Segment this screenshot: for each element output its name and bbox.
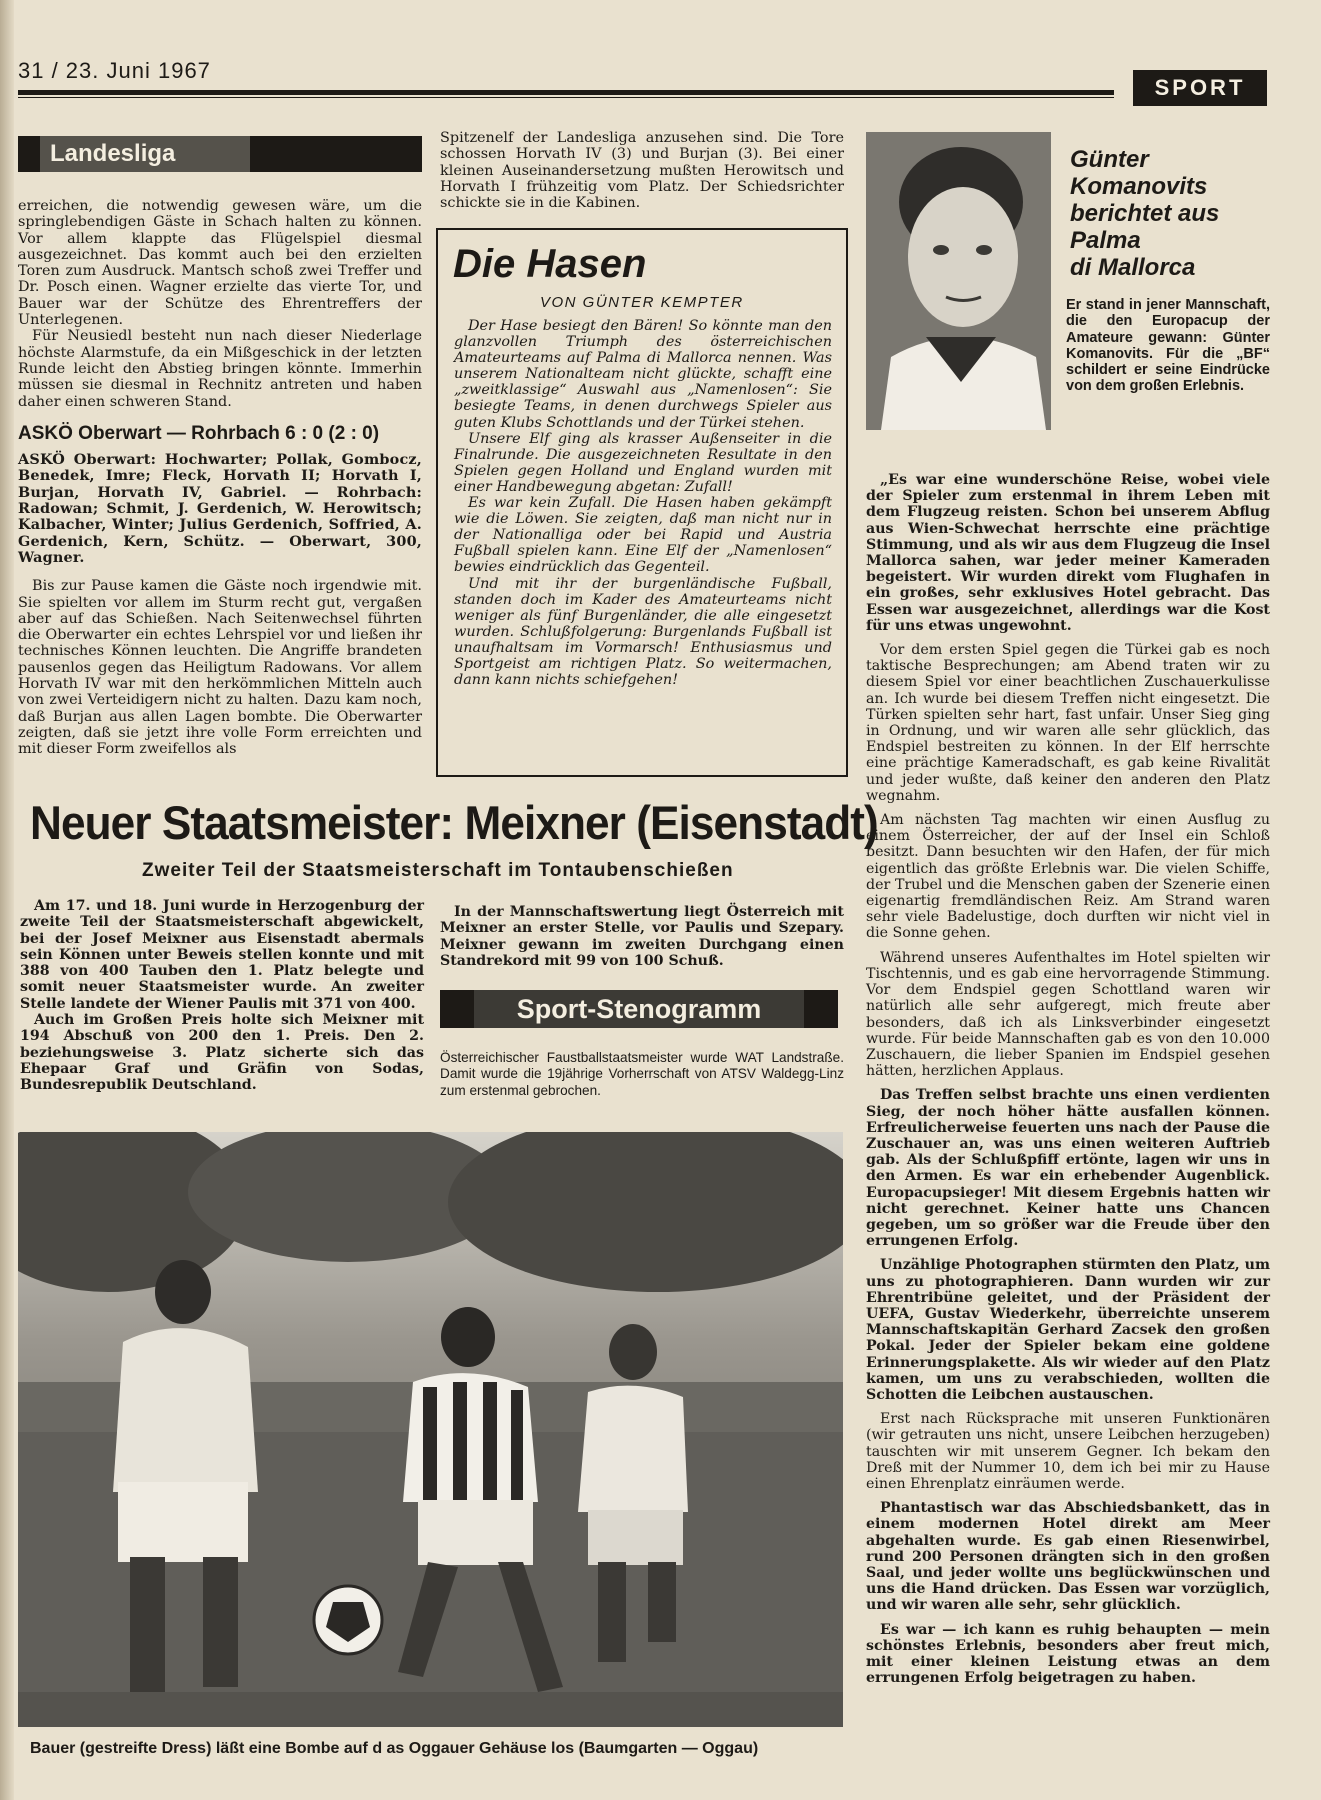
report-paragraph: Es war — ich kann es ruhig behaupten — mein schönstes Erlebnis, besonders aber freut mich, mit einer kleinen Leistung etwas an dem errungenen Erfolg beigetragen zu haben.	[866, 1621, 1270, 1687]
subheadline: Zweiter Teil der Staatsmeisterschaft im Tontaubenschießen	[142, 860, 734, 881]
report-paragraph: „Es war eine wunderschöne Reise, wobei viele der Spieler zum erstenmal in ihrem Leben mit dem Flugzeug reisten. Schon bei unserem Abflug aus Wien-Schwechat herrschte eine prächtige Stimmung, und als wir aus dem Flugzeug die Insel Mallorca sahen, war jeder meiner Kameraden begeistert. Wir wurden direkt vom Flughafen in ein großes, sehr exklusives Hotel gebracht. Das Essen war ausgezeichnet, allerdings war die Kost für uns etwas ungewohnt.	[866, 472, 1270, 634]
middle-column-continuation: Spitzenelf der Landesliga anzusehen sind. Die Tore schossen Horvath IV (3) und Burjan (3). Bei einer kleinen Auseinandersetzung mußten Herowitsch und Horvath I frühzeitig vom Platz. Der Schiedsrichter schickte sie in die Kabinen.	[440, 130, 844, 212]
headline-staatsmeister: Neuer Staatsmeister: Meixner (Eisenstadt)	[30, 796, 878, 849]
match-heading: ASKÖ Oberwart — Rohrbach 6 : 0 (2 : 0)	[18, 422, 380, 444]
report-paragraph: Unzählige Photographen stürmten den Platz, um uns zu photographieren. Dann wurden wir zur Ehrentribüne geleitet, und der Präsident der UEFA, Gustav Wiederkehr, überreichte unserem Mannschaftskapitän Gerhard Zacsek den großen Pokal. Jeder der Spieler bekam eine goldene Erinnerungsplakette. Als wir wieder auf den Platz kamen, um uns zu verabschieden, wollten die Schotten die Leibchen austauschen.	[866, 1257, 1270, 1403]
section-label: SPORT	[1133, 70, 1267, 106]
kicker-landesliga: Landesliga	[40, 136, 250, 172]
staats-right	[440, 904, 844, 969]
title-line: Komanovits	[1070, 173, 1208, 200]
report-paragraph: Während unseres Aufenthaltes im Hotel spielten wir Tischtennis, und es gab eine hervorragende Stimmung. Vor dem Endspiel gegen Schottland waren wir natürlich alle sehr aufgeregt, mich freute aber besonders, daß ich als Linksverbinder eingesetzt wurde. Für beide Mannschaften gab es von den 10.000 Zuschauern, die lieber Spanien im Endspiel gesehen hätten, herzlichen Applaus.	[866, 949, 1270, 1080]
commentary-paragraph: Und mit ihr der burgenländische Fußball, standen doch im Kader des Amateurteams nicht weniger als fünf Burgenländer, die alle eingesetzt wurden. Schlußfolgerung: Burgenlands Fußball ist unaufhaltsam im Vormarsch! Enthusiasmus und Sportgeist am richtigen Platz. So weitermachen, dann kann nichts schiefgehen!	[454, 575, 832, 689]
portrait-photo	[866, 132, 1051, 430]
commentary-title: Die Hasen	[453, 242, 647, 286]
article-paragraph: Bis zur Pause kamen die Gäste noch irgendwie mit. Sie spielten vor allem im Sturm recht gut, vergaßen aber auf das Schießen. Nach Seitenwechsel führten die Oberwarter ein echtes Lehrspiel vor und ließen ihr technisches Können leuchten. Die Angriffe brandeten pausenlos gegen das Heiligtum Radowans. Vor allem Horvath IV war mit den herkömmlichen Mitteln auch von zwei Verteidigern nicht zu halten. Dazu kam noch, daß Burjan aus allen Lagen bombte. Die Oberwarter zeigten, daß sie jetzt ihre volle Form erreichten und mit dieser Form zweifellos als	[18, 578, 422, 758]
commentary-paragraph: Es war kein Zufall. Die Hasen haben gekämpft wie die Löwen. Sie zeigten, daß man nicht nur in der Nationalliga oder bei Rapid und Austria Fußball spielen kann. Eine Elf der „Namenlosen“ bewies eindrücklich das Gegenteil.	[454, 495, 832, 576]
article-paragraph: In der Mannschaftswertung liegt Österreich mit Meixner an erster Stelle, vor Paulis und Szepary. Meixner gewann im zweiten Durchgang einen Standrekord mit 99 von 100 Schuß.	[440, 904, 844, 969]
commentary-paragraph: Unsere Elf ging als krasser Außenseiter in die Finalrunde. Die ausgezeichneten Resultate in den Spielen gegen Holland und England wurden mit einer Handbewegung abgetan: Zufall!	[454, 430, 832, 495]
report-title	[1070, 146, 1219, 281]
portrait-illustration	[866, 132, 1051, 430]
title-line: di Mallorca	[1070, 254, 1196, 281]
title-line: Günter	[1070, 146, 1149, 173]
team-lineup: ASKÖ Oberwart: Hochwarter; Pollak, Gombocz, Benedek, Imre; Fleck, Horvath II; Horvath I, Burjan, Horvath IV, Gabriel. — Rohrbach: Radowan; Schmit, J. Gerdenich, W. Herowitsch; Kalbacher, Winter; Julius Gerdenich, Soffried, A. Gerdenich, Kern, Schütz. — Oberwart, 300, Wagner.	[18, 451, 422, 566]
report-intro: Er stand in jener Mannschaft, die den Europacup der Amateure gewann: Günter Komanovits. Für die „BF“ schildert er seine Eindrücke von dem großen Erlebnis.	[1066, 297, 1270, 395]
header-rule-thin	[18, 97, 1114, 98]
article-paragraph: Für Neusiedl besteht nun nach dieser Niederlage höchste Alarmstufe, da ein Mißgeschick in der letzten Runde leicht den Abstieg bringen könnte. Immerhin müssen sie diesmal in Rechnitz antreten und haben daher einen schweren Stand.	[18, 328, 422, 410]
title-line: Palma	[1070, 227, 1141, 254]
steno-title: Sport-Stenogramm	[474, 990, 804, 1028]
photo-illustration	[18, 1132, 843, 1727]
page-date: 31 / 23. Juni 1967	[18, 58, 211, 83]
report-paragraph: Phantastisch war das Abschiedsbankett, das in einem modernen Hotel direkt am Meer abgehalten wurde. Es gab einen Riesenwirbel, rund 200 Personen drängten sich in den großen Saal, und jeder wollte uns beglückwünschen und uns die Hand drücken. Das Essen war vorzüglich, und wir waren alle sehr, sehr glücklich.	[866, 1500, 1270, 1614]
page-binding-shadow	[0, 0, 14, 1800]
commentary-body	[454, 318, 832, 688]
right-column	[866, 472, 1270, 1686]
article-paragraph: erreichen, die notwendig gewesen wäre, um die springlebendigen Gäste in Schach halten zu können. Vor allem klappte das Flügelspiel diesmal ausgezeichnet. Das kommt auch bei den erzielten Toren zum Ausdruck. Mantsch schoß zwei Treffer und Dr. Posch einen. Wagner erzielte das vierte Tor, und Bauer war der Schütze des Ehrentreffers der Unterlegenen.	[18, 198, 422, 329]
steno-text: Österreichischer Faustballstaatsmeister wurde WAT Landstraße. Damit wurde die 19jährige Vorherrschaft von ATSV Waldegg-Linz zum erstenmal gebrochen.	[440, 1050, 844, 1098]
report-paragraph: Am nächsten Tag machten wir einen Ausflug zu einem Österreicher, der auf der Insel ein Schloß besitzt. Dann besuchten wir den Hafen, der für mich eigentlich das größte Erlebnis war. Die vielen Schiffe, der Trubel und die Menschen gaben der Szenerie einen eigenartig fremdländischen Reiz. Am Strand waren sehr viele Badelustige, doch durften wir nicht viel in die Sonne gehen.	[866, 812, 1270, 942]
title-line: berichtet aus	[1070, 200, 1220, 227]
football-match-photo	[18, 1132, 843, 1727]
report-paragraph: Erst nach Rücksprache mit unseren Funktionären (wir getrauten uns nicht, unsere Leibchen herzugeben) tauschten wir mit unserem Gegner. Ich bekam den Dreß mit der Nummer 10, dem ich bei mir zu Hause einen Ehrenplatz einräumen werde.	[866, 1411, 1270, 1492]
left-column	[18, 198, 422, 758]
article-paragraph: Auch im Großen Preis holte sich Meixner mit 194 Abschuß von 200 den 1. Preis. Den 2. beziehungsweise 3. Platz sicherte sich das Ehepaar Graf und Gräfin von Sodas, Bundesrepublik Deutschland.	[20, 1012, 424, 1094]
article-paragraph: Am 17. und 18. Juni wurde in Herzogenburg der zweite Teil der Staatsmeisterschaft abgewickelt, bei der Josef Meixner aus Eisenstadt abermals sein Können unter Beweis stellen konnte und mit 388 von 400 Tauben den 1. Platz belegte und somit neuer Staatsmeister wurde. An zweiter Stelle landete der Wiener Paulis mit 371 von 400.	[20, 898, 424, 1012]
photo-caption: Bauer (gestreifte Dress) läßt eine Bombe auf d as Oggauer Gehäuse los (Baumgarten — Oggau)	[30, 1740, 759, 1757]
report-paragraph: Vor dem ersten Spiel gegen die Türkei gab es noch taktische Besprechungen; am Abend traten wir zu diesem Spiel vor einer beachtlichen Zuschauerkulisse an. Ich wurde bei diesem Treffen nicht eingesetzt. Die Türken spielten sehr hart, fast unfair. Unser Sieg ging in Ordnung, und wir waren alle sehr glücklich, das Endspiel bestreiten zu können. In der Elf herrschte eine prächtige Kameradschaft, es gab keine Rivalität und jeder wußte, daß keiner den anderen den Platz wegnahm.	[866, 642, 1270, 804]
report-paragraph: Das Treffen selbst brachte uns einen verdienten Sieg, der noch höher hätte ausfallen können. Erfreulicherweise feuerten uns nach der Pause die Zuschauer an, was uns einen weiteren Auftrieb gab. Als der Schlußpfiff ertönte, lagen wir uns in den Armen. Es war ein erhebender Augenblick. Europacupsieger! Mit diesem Ergebnis hatten wir nicht gerechnet. Keiner hatte uns Chancen gegeben, um so größer war die Freude über den errungenen Erfolg.	[866, 1087, 1270, 1250]
staats-left	[20, 898, 424, 1094]
header-rule	[18, 90, 1114, 95]
commentary-byline: VON GÜNTER KEMPTER	[540, 294, 744, 311]
commentary-paragraph: Der Hase besiegt den Bären! So könnte man den glanzvollen Triumph des österreichischen Amateurteams auf Palma di Mallorca nennen. Was unserem Nationalteam nicht glückte, schafft eine „zweitklassige“ Auswahl aus „Namenlosen“: Sie besiegte Teams, in denen durchwegs Spieler aus guten Klubs Schottlands und der Türkei stehen.	[454, 318, 832, 431]
